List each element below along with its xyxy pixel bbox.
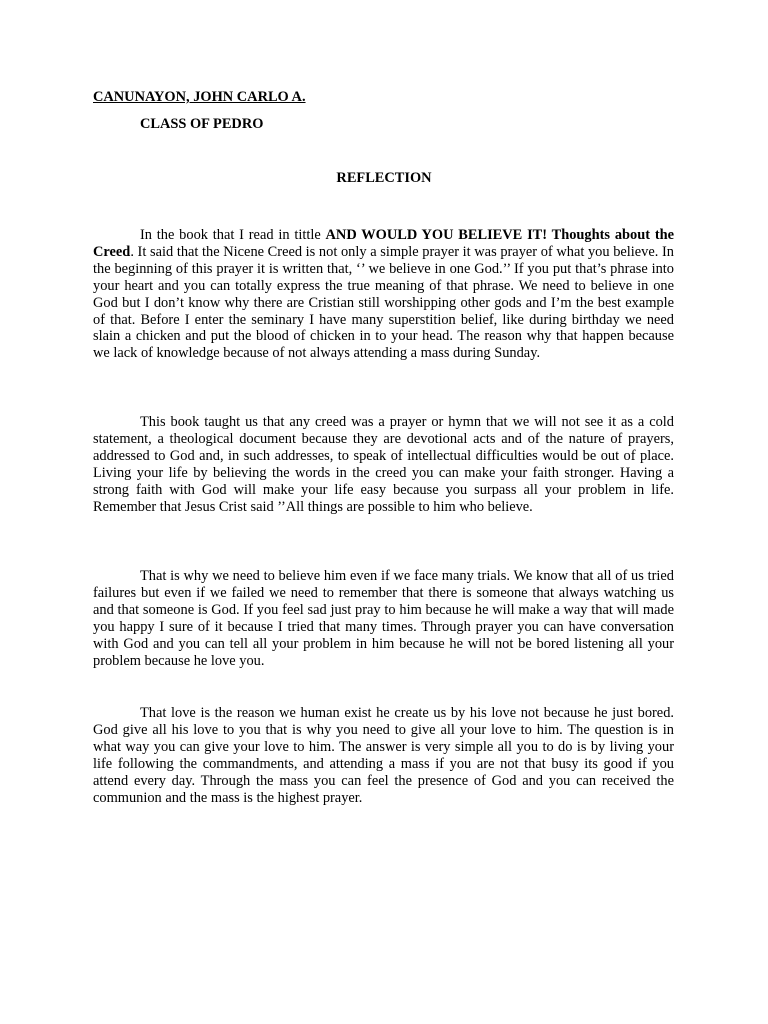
author-name: CANUNAYON, JOHN CARLO A. [93, 89, 306, 105]
paragraph-1 [93, 227, 674, 362]
paragraph-2: This book taught us that any creed was a prayer or hymn that we will not see it as a cold statement, a theological document because they are devotional acts and of the nature of prayers, addressed to God and, in such addresses, to speak of intellectual difficulties would be out of place. Living your life by believing the words in the creed you can make your faith stronger. Having a strong faith with God will make your life easy because you surpass all your problem in life. Remember that Jesus Crist said ’’All things are possible to him who believe. [93, 414, 674, 515]
paragraph-4: That love is the reason we human exist he create us by his love not because he just bored. God give all his love to you that is why you need to give all your love to him. The question is in what way you can give your love to him. The answer is very simple all you to do is by living your life following the commandments, and attending a mass if you are not that busy its good if you attend every day. Through the mass you can feel the presence of God and you can received the communion and the mass is the highest prayer. [93, 705, 674, 806]
class-line: CLASS OF PEDRO [140, 116, 264, 132]
paragraph-1-lead: In the book that I read in tittle [140, 227, 326, 243]
document-title: REFLECTION [336, 170, 432, 186]
paragraph-1-rest: . It said that the Nicene Creed is not only a simple prayer it was prayer of what you believe. In the beginning of this prayer it is written that, ‘’ we believe in one God.’’ If you put that’s phrase into your heart and you can totally express the true meaning of that phrase. We need to believe in one God but I don’t know why there are Cristian still worshipping other gods and I’m the best example of that. Before I enter the seminary I have many superstition belief, like during birthday we need slain a chicken and put the blood of chicken in to your head. The reason why that happen because we lack of knowledge because of not always attending a mass during Sunday. [93, 243, 674, 362]
book-title: AND WOULD YOU BELIEVE IT! Thoughts about the Creed [93, 227, 674, 260]
paragraph-3: That is why we need to believe him even if we face many trials. We know that all of us tried failures but even if we failed we need to remember that there is someone that always watching us and that someone is God. If you feel sad just pray to him because he will make a way that will made you happy I sure of it because I tried that many times. Through prayer you can have conversation with God and you can tell all your problem in him because he will not be bored listening all your problem because he love you. [93, 568, 674, 669]
